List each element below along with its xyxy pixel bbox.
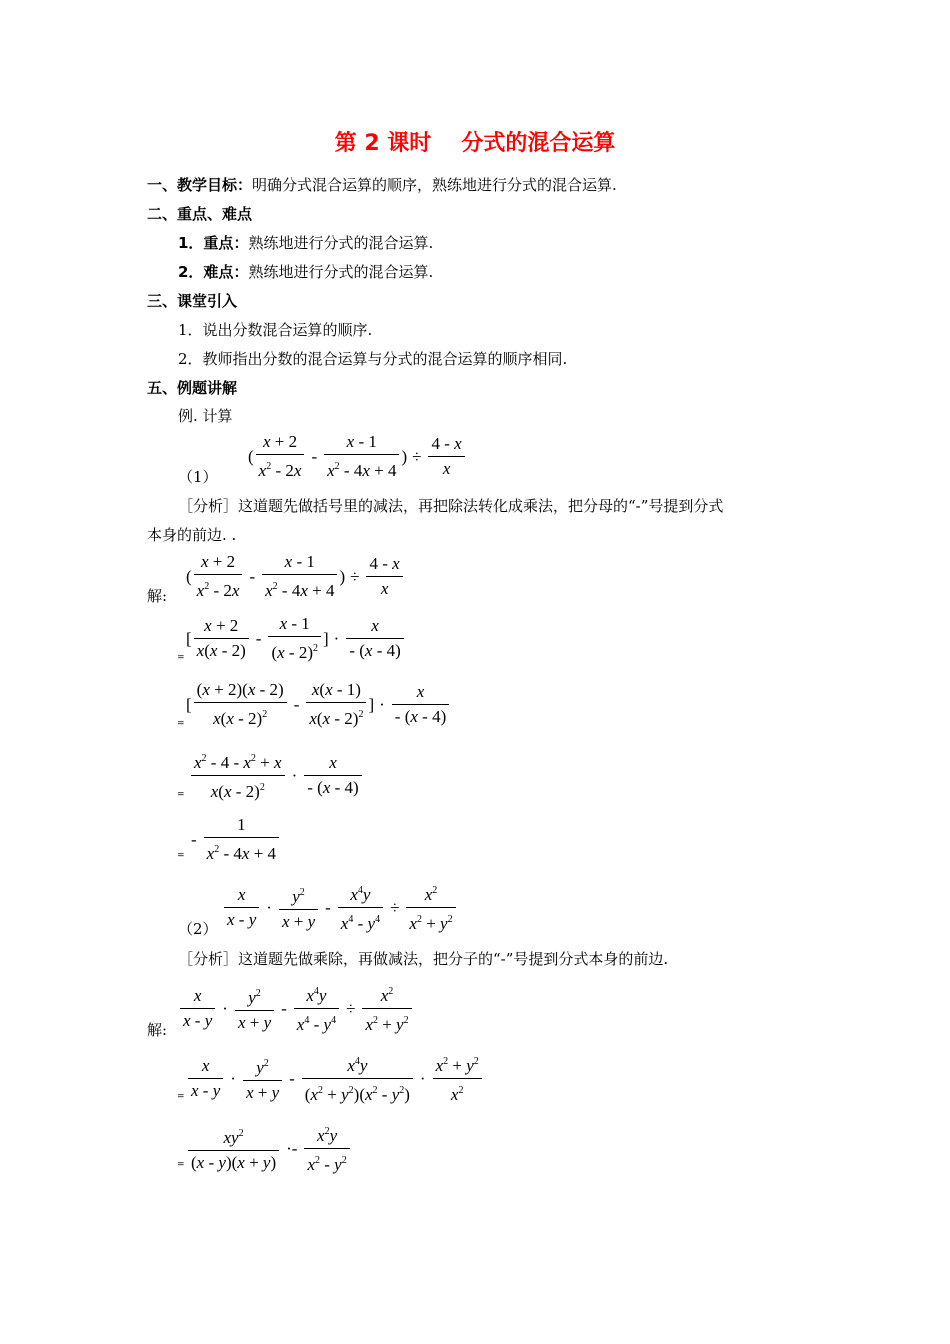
- section-heading: 三、课堂引入: [147, 292, 238, 310]
- analysis-1: ［分析］这道题先做括号里的减法，再把除法转化成乘法，把分母的“-”号提到分式: [178, 497, 724, 515]
- page-title: 第 2 课时 分式的混合运算: [334, 131, 616, 156]
- section-heading: 二、重点、难点: [147, 205, 253, 223]
- section-heading: 五、例题讲解: [147, 379, 238, 397]
- problem-1-label: （1）: [178, 468, 218, 486]
- problem-1-expression: ( $\frac{x + 2}{x^2 - 2x}$ - $\frac{x - 1}{x^2 - 4x + 4}$ ) ÷ $\frac{4 - x}{x}$: [248, 430, 467, 483]
- list-item: 1．说出分数混合运算的顺序.: [178, 321, 373, 339]
- difficult-point: 2．难点：熟练地进行分式的混合运算.: [178, 263, 434, 281]
- solution-label: 解:: [147, 1021, 168, 1039]
- solution-1-step-1: [ $\frac{x + 2}{x(x - 2)}$ - $\frac{x - 1}{(x - 2)^2}$ ] · $\frac{x}{- (x - 4)}$: [186, 612, 406, 665]
- equals-sign: =: [177, 1092, 185, 1102]
- section-teaching-goal: 一、教学目标：明确分式混合运算的顺序，熟练地进行分式的混合运算.: [147, 176, 617, 194]
- analysis-1-cont: 本身的前边. .: [147, 526, 237, 544]
- solution-1-result: - $\frac{1}{x^2 - 4x + 4}$: [186, 813, 281, 866]
- analysis-2: ［分析］这道题先做乘除，再做减法，把分子的“-”号提到分式本身的前边.: [178, 950, 669, 968]
- example-label: 例. 计算: [178, 407, 233, 425]
- equals-sign: =: [177, 851, 185, 861]
- problem-2-expression: $\frac{x}{x - y}$ · $\frac{y^2}{x + y}$ - $\frac{x^4y}{x^4 - y^4}$ ÷ $\frac{x^2}{x^2 + y^2}$: [222, 879, 458, 936]
- solution-2-step-0: $\frac{x}{x - y}$ · $\frac{y^2}{x + y}$ - $\frac{x^4y}{x^4 - y^4}$ ÷ $\frac{x^2}{x^2 + y^2}$: [178, 980, 414, 1037]
- equals-sign: =: [177, 1160, 185, 1170]
- solution-2-step-1: $\frac{x}{x - y}$ · $\frac{y^2}{x + y}$ - $\frac{x^4y}{(x^2 + y^2)(x^2 - y^2)}$ · $\frac{x^2 + y^2}{x^2}$: [186, 1050, 484, 1107]
- goal-text: 明确分式混合运算的顺序，熟练地进行分式的混合运算.: [252, 176, 617, 194]
- solution-1-step-0: ( $\frac{x + 2}{x^2 - 2x}$ - $\frac{x - 1}{x^2 - 4x + 4}$ ) ÷ $\frac{4 - x}{x}$: [186, 550, 405, 603]
- list-item: 2．教师指出分数的混合运算与分式的混合运算的顺序相同.: [178, 350, 568, 368]
- solution-1-step-3: $\frac{x^2 - 4 - x^2 + x}{x(x - 2)^2}$ · $\frac{x}{- (x - 4)}$: [189, 747, 364, 804]
- problem-2-label: （2）: [178, 920, 218, 938]
- equals-sign: =: [177, 653, 185, 663]
- solution-1-step-2: [ $\frac{(x + 2)(x - 2)}{x(x - 2)^2}$ - $\frac{x(x - 1)}{x(x - 2)^2}$ ] · $\frac{x}{- (x - 4)}$: [186, 678, 451, 731]
- equals-sign: =: [177, 790, 185, 800]
- key-point: 1．重点：熟练地进行分式的混合运算.: [178, 234, 434, 252]
- solution-label: 解:: [147, 587, 168, 605]
- solution-2-step-2: $\frac{xy^2}{(x - y)(x + y)}$ ·- $\frac{x^2y}{x^2 - y^2}$: [186, 1120, 352, 1177]
- equals-sign: =: [177, 719, 185, 729]
- section-heading: 一、教学目标: [147, 176, 238, 194]
